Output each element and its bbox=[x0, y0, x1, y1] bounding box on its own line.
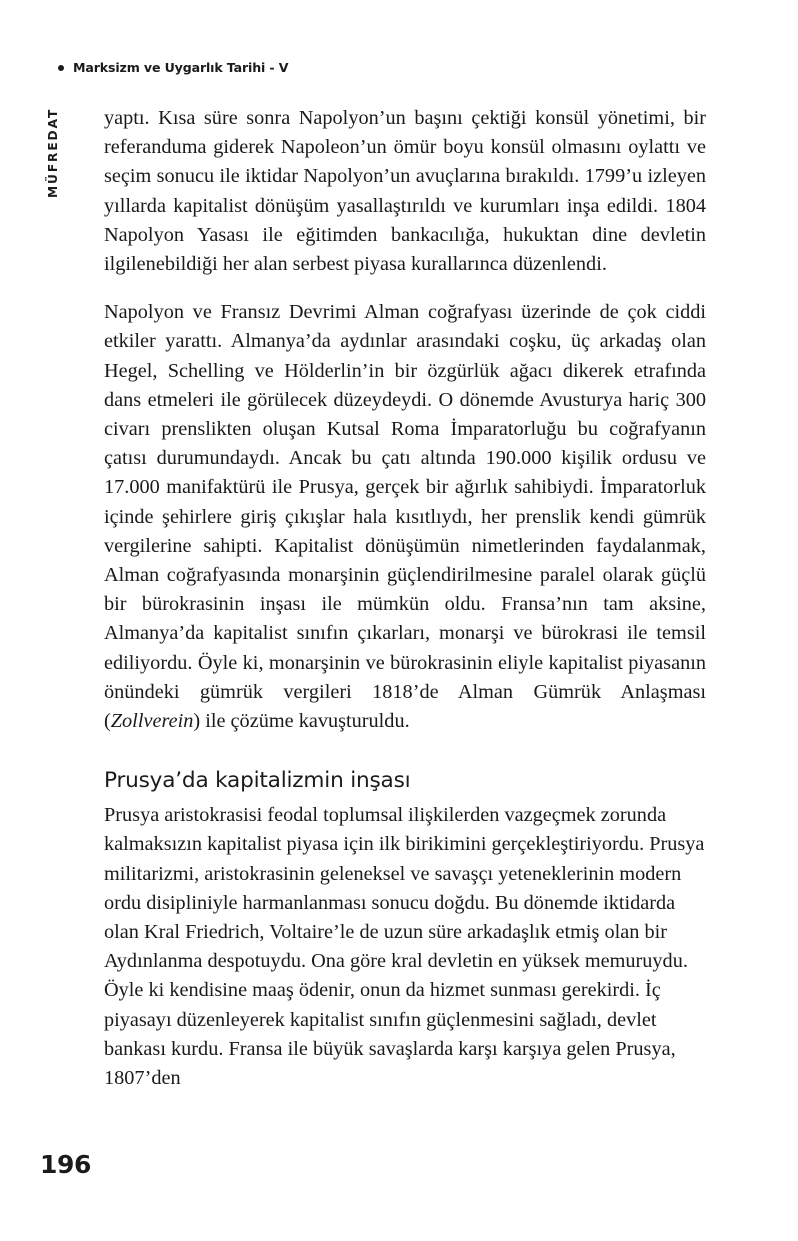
foreign-term-zollverein: Zollverein bbox=[110, 710, 194, 733]
paragraph-3: Prusya aristokrasisi feodal toplumsal ilişkilerden vazgeçmek zorunda kalmaksızın kapitalist piyasa için ilk birikimini gerçekleştiriyordu. Prusya militarizmi, aristokrasinin geleneksel ve savaşçı yeteneklerinin modern ordu disipliniyle harmanlanması sonucu doğdu. Bu dönemde iktidarda olan Kral Friedrich, Voltaire’le de uzun süre arkadaşlık etmiş olan bir Aydınlanma despotuydu. Ona göre kral devletin en yüksek memuruydu. Öyle ki kendisine maaş ödenir, onun da hizmet sunması gerekirdi. İç piyasayı düzenleyerek kapitalist sınıfın güçlenmesini sağladı, devlet bankası kurdu. Fransa ile büyük savaşlarda karşı karşıya gelen Prusya, 1807’den bbox=[104, 804, 705, 1090]
text-column bbox=[104, 104, 706, 1093]
running-header bbox=[58, 60, 288, 75]
section-heading-block bbox=[104, 767, 706, 794]
paragraph-1: yaptı. Kısa süre sonra Napolyon’un başını çektiği konsül yönetimi, bir referanduma giderek Napoleon’un ömür boyu konsül olmasını oylattı ve seçim sonucu ile iktidar Napolyon’un avuçlarına bırakıldı. 1799’u izleyen yıllarda kapitalist dönüşüm yasallaştırıldı ve kurumları inşa edildi. 1804 Napolyon Yasası ile eğitimden bankacılığa, hukuktan dine devletin ilgilenebildiği her alan serbest piyasa kurallarınca düzenlendi. bbox=[104, 107, 706, 276]
paragraph-2-text-after-italic: ) ile çözüme kavuşturuldu. bbox=[193, 710, 410, 733]
paragraph-2 bbox=[104, 298, 706, 736]
page-number: 196 bbox=[40, 1150, 91, 1179]
section-heading: Prusya’da kapitalizmin inşası bbox=[104, 768, 411, 794]
running-header-title: Marksizm ve Uygarlık Tarihi - V bbox=[73, 60, 289, 75]
section-side-tab bbox=[40, 0, 66, 198]
section-side-tab-label: MÜFREDAT bbox=[46, 107, 60, 198]
paragraph-2-text-before-italic: Napolyon ve Fransız Devrimi Alman coğrafyası üzerinde de çok ciddi etkiler yarattı. Almanya’da aydınlar arasındaki coşku, üç arkadaş olan Hegel, Schelling ve Hölderlin’in bir özgürlük ağacı dikerek etrafında dans etmeleri ile görülecek düzeydeydi. O dönemde Avusturya hariç 300 civarı prenslikten oluşan Kutsal Roma İmparatorluğu bu coğrafyanın çatısı durumundaydı. Ancak bu çatı altında 190.000 kişilik ordusu ve 17.000 manifaktürü ile Prusya, gerçek bir ağırlık sahibiydi. İmparatorluk içinde şehirlere giriş çıkışlar hala kısıtlıydı, her prenslik kendi gümrük vergilerine sahipti. Kapitalist dönüşümün nimetlerinden faydalanmak, Alman coğrafyasında monarşinin güçlendirilmesine paralel olarak güçlü bir bürokrasinin inşası ile mümkün oldu. Fransa’nın tam aksine, Almanya’da kapitalist sınıfın çıkarları, monarşi ve bürokrasi ile temsil ediliyordu. Öyle ki, monarşinin ve bürokrasinin eliyle kapitalist piyasanın önündeki gümrük vergileri 1818’de Alman Gümrük Anlaşması ( bbox=[104, 301, 706, 733]
